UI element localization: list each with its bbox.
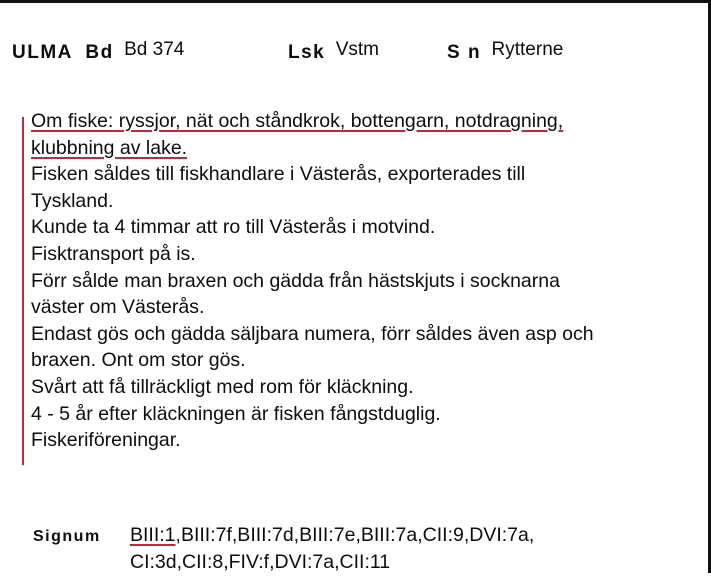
text-line: Fisken såldes till fiskhandlare i Västerås, exporterades till	[31, 163, 526, 186]
text-line: 4 - 5 år efter kläckningen är fisken fångstduglig.	[31, 402, 441, 425]
text-line	[31, 135, 701, 162]
bd-label: Bd	[85, 42, 114, 63]
sn-label: S n	[447, 42, 482, 63]
text-line: Endast gös och gädda säljbara numera, förr såldes även asp och	[31, 322, 594, 345]
lsk-label: Lsk	[288, 42, 326, 63]
text-line: Tyskland.	[31, 189, 114, 212]
card-top-border	[0, 0, 711, 3]
text-line: Kunde ta 4 timmar att ro till Västerås i motvind.	[31, 216, 436, 239]
signum-values	[130, 522, 710, 576]
header-field-sn	[447, 39, 564, 64]
card-body-text	[31, 108, 701, 454]
text-line: Svårt att få tillräckligt med rom för kläckning.	[31, 375, 414, 398]
underlined-text: klubbning av lake.	[31, 136, 188, 159]
signum-line-2: CI:3d,CII:8,FIV:f,DVI:7a,CII:11	[130, 551, 391, 573]
text-line: Fisktransport på is.	[31, 242, 196, 265]
signum-first-code: BIII:1	[130, 524, 176, 546]
signum-line-1	[130, 522, 710, 549]
red-margin-mark	[22, 117, 24, 465]
text-line: Förr sålde man braxen och gädda från hästskjuts i socknarna	[31, 269, 560, 292]
archive-label: ULMA	[12, 42, 73, 63]
lsk-value: Vstm	[335, 39, 379, 60]
text-line: braxen. Ont om stor gös.	[31, 349, 246, 372]
signum-codes-rest: ,BIII:7f,BIII:7d,BIII:7e,BIII:7a,CII:9,DVI:7a,	[175, 524, 535, 546]
card-header	[12, 39, 702, 74]
text-line: Fiskeriföreningar.	[31, 429, 181, 452]
signum-label: Signum	[33, 528, 101, 545]
underlined-text: Om fiske: ryssjor, nät och ståndkrok, bottengarn, notdragning,	[31, 110, 564, 132]
bd-value: Bd 374	[124, 39, 185, 60]
sn-value: Rytterne	[491, 39, 564, 60]
header-field-lsk	[288, 39, 379, 64]
text-line	[31, 108, 701, 135]
text-line: väster om Västerås.	[31, 296, 205, 319]
header-field-bd	[12, 39, 185, 64]
